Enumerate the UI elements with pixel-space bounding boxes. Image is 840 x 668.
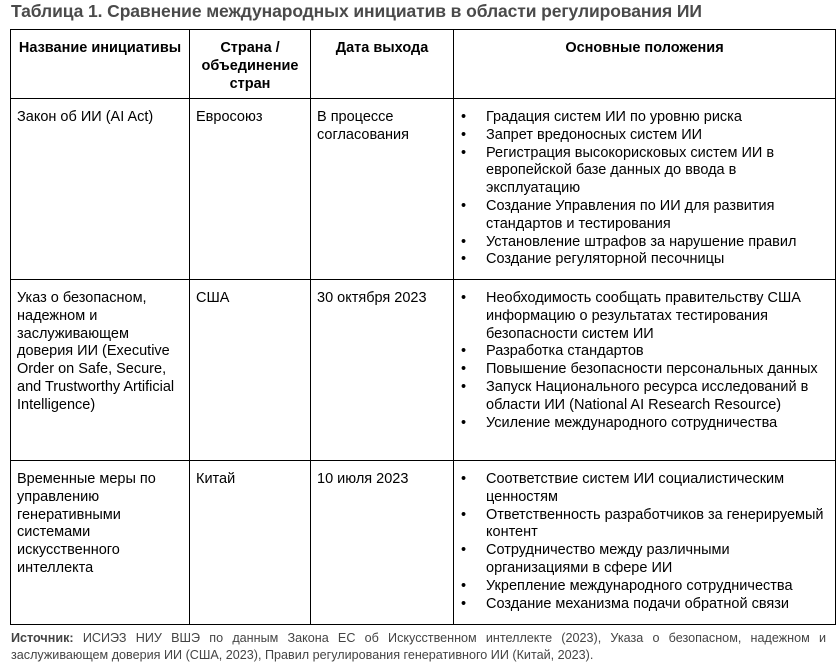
header-provisions: Основные положения — [454, 30, 836, 99]
provisions-list — [460, 471, 829, 613]
list-item: • Градация систем ИИ по уровню риска — [486, 109, 829, 127]
cell-date: 10 июля 2023 — [311, 461, 454, 625]
source-text: ИСИЭЗ НИУ ВШЭ по данным Закона ЕС об Искусственном интеллекте (2023), Указа о безопасном, надежном и заслуживающем доверия ИИ (США, 2023), Правил регулирования генеративного ИИ (Китай, 2023). — [11, 631, 827, 662]
list-item: • Соответствие систем ИИ социалистическим ценностям — [486, 471, 829, 507]
list-item: • Создание регуляторной песочницы — [486, 251, 829, 269]
cell-name: Указ о безопасном, надежном и заслуживающем доверия ИИ (Executive Order on Safe, Secure, and Trustworthy Artificial Intelligence) — [11, 280, 190, 461]
list-item: • Установление штрафов за нарушение правил — [486, 234, 829, 252]
cell-country: Китай — [190, 461, 311, 625]
table-row — [11, 280, 836, 461]
source-note — [11, 630, 826, 664]
cell-country: Евросоюз — [190, 99, 311, 280]
header-name: Название инициативы — [11, 30, 190, 99]
table-header-row — [11, 30, 836, 99]
caption-text: Сравнение международных инициатив в области регулирования ИИ — [107, 1, 702, 21]
table-row — [11, 99, 836, 280]
list-item: • Создание Управления по ИИ для развития стандартов и тестирования — [486, 198, 829, 234]
list-item: • Регистрация высокорисковых систем ИИ в европейской базе данных до ввода в эксплуатацию — [486, 145, 829, 198]
list-item: • Запрет вредоносных систем ИИ — [486, 127, 829, 145]
list-item: • Разработка стандартов — [486, 343, 829, 361]
cell-provisions — [454, 461, 836, 625]
list-item: • Необходимость сообщать правительству США информацию о результатах тестирования безопасности систем ИИ — [486, 290, 829, 343]
cell-name: Закон об ИИ (AI Act) — [11, 99, 190, 280]
caption-label: Таблица 1. — [11, 1, 103, 21]
cell-date: 30 октября 2023 — [311, 280, 454, 461]
header-country: Страна / объединение стран — [190, 30, 311, 99]
list-item: • Усиление международного сотрудничества — [486, 415, 829, 433]
list-item: • Повышение безопасности персональных данных — [486, 361, 829, 379]
list-item: • Создание механизма подачи обратной связи — [486, 596, 829, 614]
cell-date: В процессе согласования — [311, 99, 454, 280]
list-item: • Ответственность разработчиков за генерируемый контент — [486, 507, 829, 543]
table-row — [11, 461, 836, 625]
list-item: • Запуск Национального ресурса исследований в области ИИ (National AI Research Resource) — [486, 379, 829, 415]
cell-name: Временные меры по управлению генеративными системами искусственного интеллекта — [11, 461, 190, 625]
table-caption — [11, 1, 702, 22]
cell-country: США — [190, 280, 311, 461]
cell-provisions — [454, 280, 836, 461]
list-item: • Сотрудничество между различными организациями в сфере ИИ — [486, 542, 829, 578]
provisions-list — [460, 109, 829, 269]
provisions-list — [460, 290, 829, 432]
comparison-table — [10, 29, 836, 625]
header-date: Дата выхода — [311, 30, 454, 99]
cell-provisions — [454, 99, 836, 280]
list-item: • Укрепление международного сотрудничества — [486, 578, 829, 596]
source-label: Источник: — [11, 631, 74, 645]
